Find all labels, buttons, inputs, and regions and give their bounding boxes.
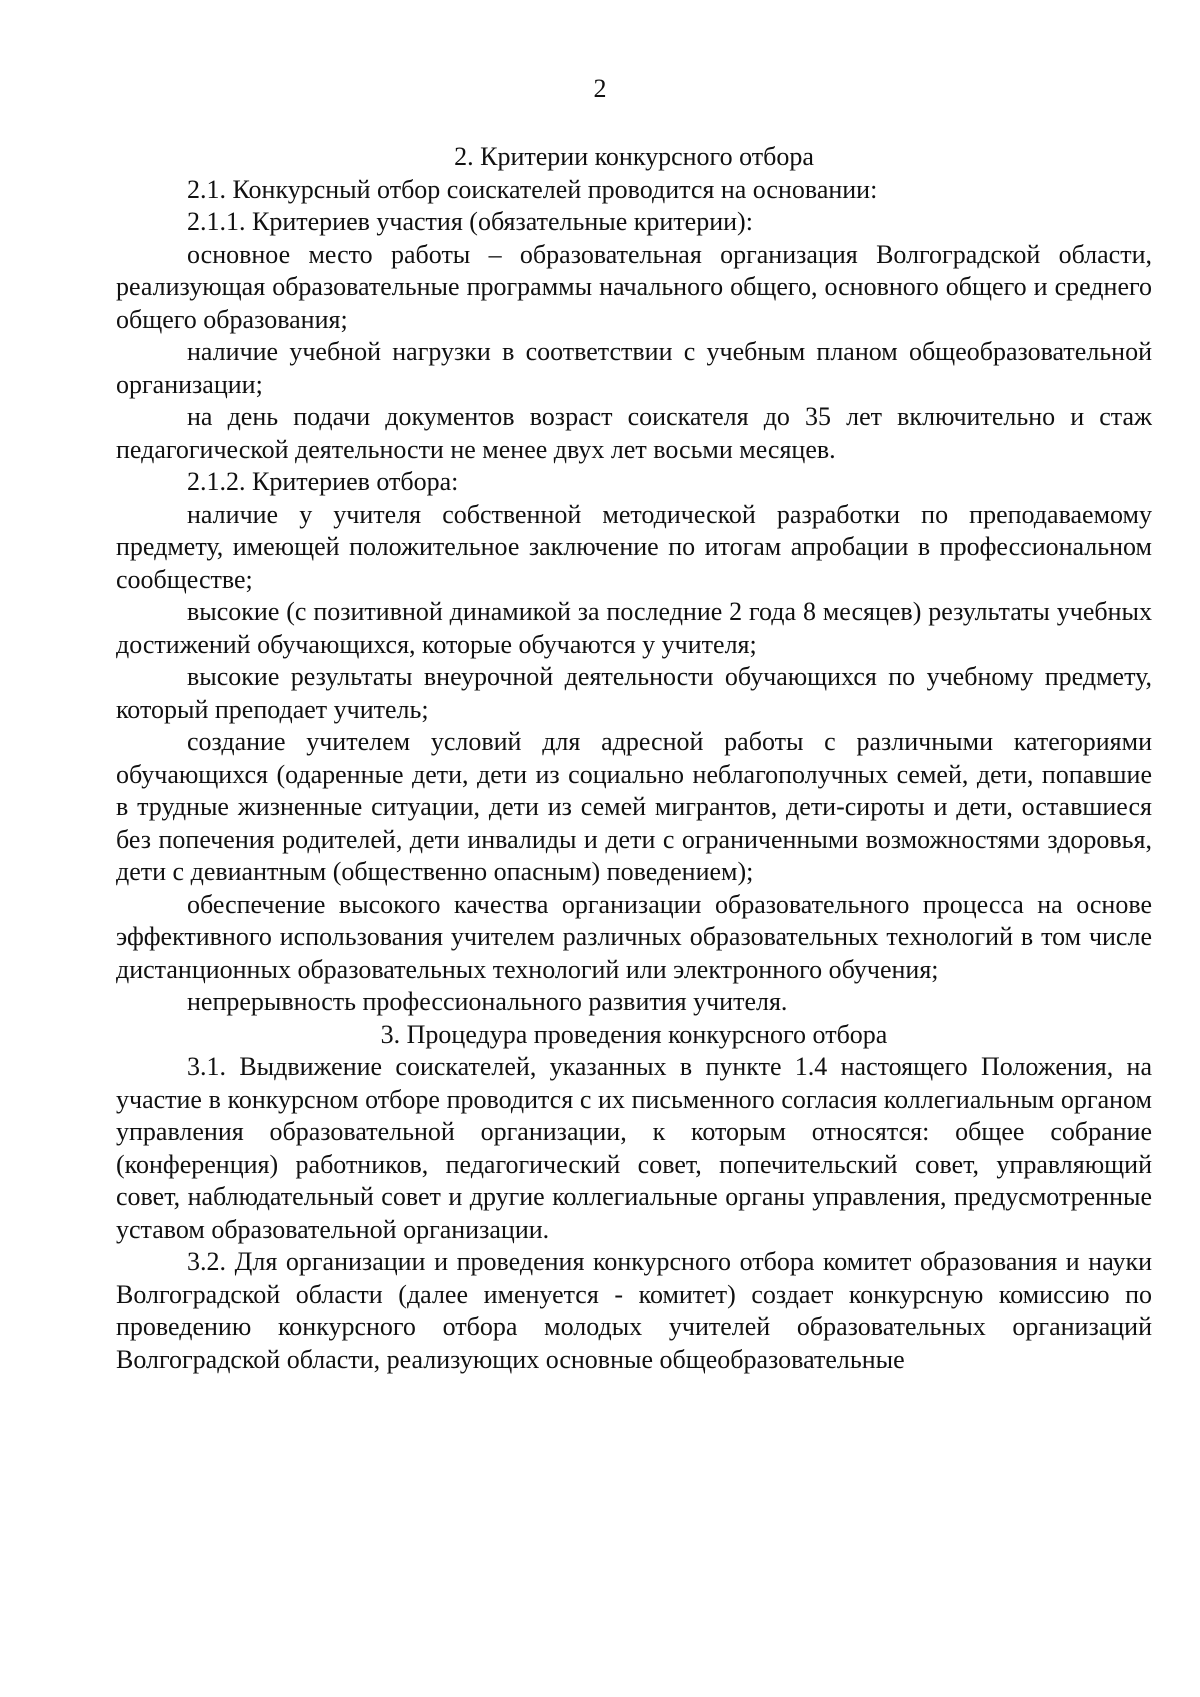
section-3-heading: 3. Процедура проведения конкурсного отбора [380,1019,888,1049]
criterion-methodical-work: наличие у учителя собственной методической разработки по преподаваемому предмету, имеющей положительное заключение по итогам апробации в профессиональном сообществе; [116,499,1152,594]
section-2-heading: 2. Критерии конкурсного отбора [454,142,814,171]
section-2-body [116,174,1152,1019]
criterion-teaching-load: наличие учебной нагрузки в соответствии с учебным планом общеобразовательной организации; [116,337,1152,399]
page-number: 2 [593,74,607,103]
paragraph-3-2: 3.2. Для организации и проведения конкурсного отбора комитет образования и науки Волгоградской области (далее именуется - комитет) создает конкурсную комиссию по проведению конкурсного отбора молодых учителей образовательных организаций Волгоградской области, реализующих основные общеобразовательные [116,1247,1152,1374]
criterion-process-quality: обеспечение высокого качества организации образовательного процесса на основе эффективного использования учителем различных образовательных технологий в том числе дистанционных образовательных технологий или электронного обучения; [116,889,1152,984]
criterion-student-results: высокие (с позитивной динамикой за последние 2 года 8 месяцев) результаты учебных достижений обучающихся, которые обучаются у учителя; [116,597,1152,659]
criterion-extracurricular: высокие результаты внеурочной деятельности обучающихся по учебному предмету, который преподает учитель; [116,662,1152,724]
paragraph-2-1-1: 2.1.1. Критериев участия (обязательные критерии): [187,207,753,236]
section-3-body [116,1051,1152,1376]
paragraph-2-1-2: 2.1.2. Критериев отбора: [187,467,459,496]
paragraph-3-1: 3.1. Выдвижение соискателей, указанных в пункте 1.4 настоящего Положения, на участие в конкурсном отборе проводится с их письменного согласия коллегиальным органом управления образовательной организации, к которым относятся: общее собрание (конференция) работников, педагогический совет, попечительский совет, управляющий совет, наблюдательный совет и другие коллегиальные органы управления, предусмотренные уставом образовательной организации. [116,1052,1152,1244]
criterion-targeted-work: создание учителем условий для адресной работы с различными категориями обучающихся (одаренные дети, дети из социально неблагополучных семей, дети, попавшие в трудные жизненные ситуации, дети из семей мигрантов, дети-сироты и дети, оставшиеся без попечения родителей, дети инвалиды и дети с ограниченными возможностями здоровья, дети с девиантным (общественно опасным) поведением); [116,727,1152,886]
document-body [116,141,1152,1376]
criterion-main-workplace: основное место работы – образовательная организация Волгоградской области, реализующая образовательные программы начального общего, основного общего и среднего общего образования; [116,239,1152,334]
criterion-age-experience: на день подачи документов возраст соискателя до 35 лет включительно и стаж педагогической деятельности не менее двух лет восьми месяцев. [116,402,1152,464]
criterion-professional-development: непрерывность профессионального развития учителя. [187,987,788,1016]
paragraph-2-1: 2.1. Конкурсный отбор соискателей проводится на основании: [187,174,878,204]
